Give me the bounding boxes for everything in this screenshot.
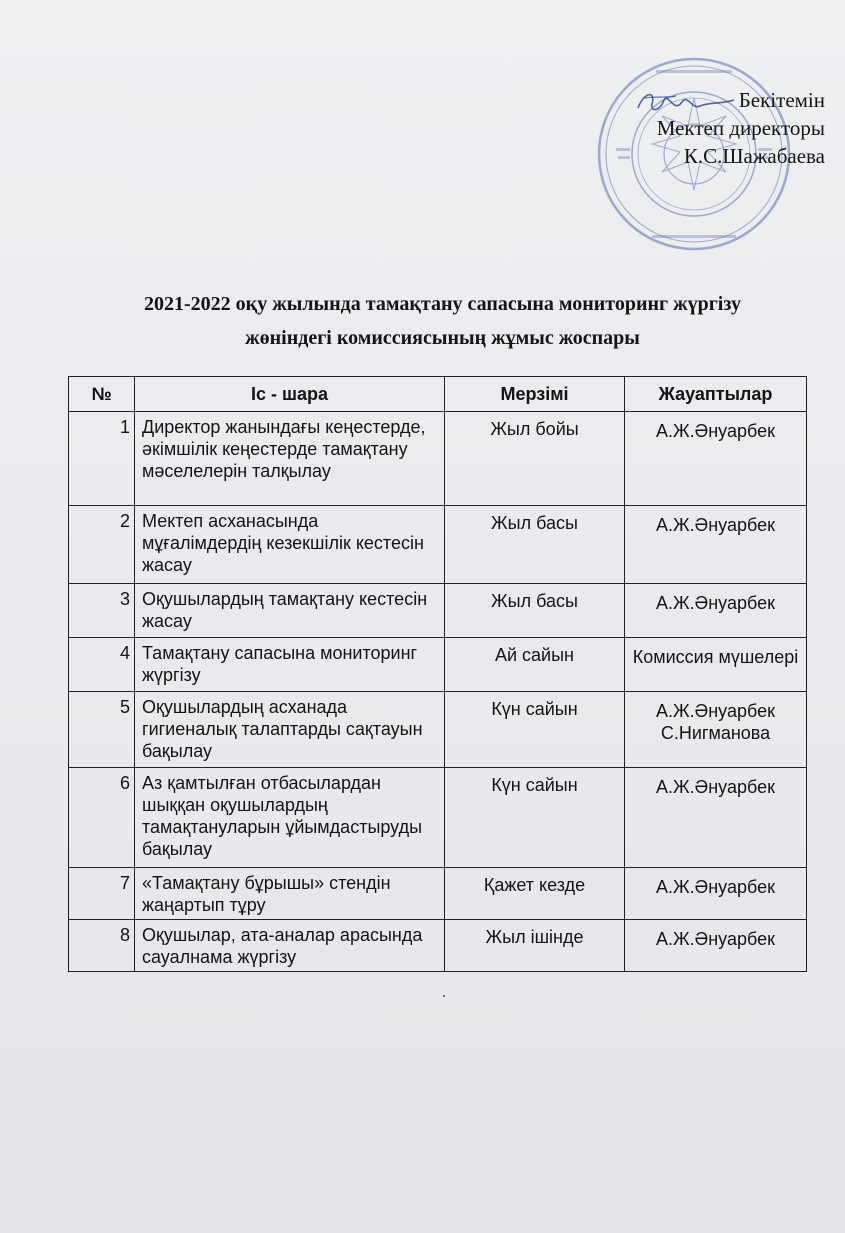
row-deadline: Жыл басы — [445, 506, 625, 584]
table-row — [69, 584, 807, 638]
row-responsible: А.Ж.Әнуарбек — [625, 412, 807, 506]
table-row — [69, 692, 807, 768]
row-event: Мектеп асханасында мұғалімдердің кезекшілік кестесін жасау — [135, 506, 445, 584]
row-responsible: Комиссия мүшелері — [625, 638, 807, 692]
row-number: 2 — [69, 506, 135, 584]
header-responsible: Жауаптылар — [625, 377, 807, 412]
title-line-2: жөніндегі комиссиясының жұмыс жоспары — [245, 327, 640, 349]
row-event: «Тамақтану бұрышы» стендін жаңартып тұру — [135, 868, 445, 920]
title-line-1: 2021-2022 оқу жылында тамақтану сапасына мониторинг жүргізу — [144, 293, 741, 315]
row-responsible: А.Ж.Әнуарбек — [625, 506, 807, 584]
row-responsible: А.Ж.Әнуарбек — [625, 920, 807, 972]
work-plan-table — [68, 376, 807, 972]
row-event: Оқушылардың асханада гигиеналық талаптарды сақтауын бақылау — [135, 692, 445, 768]
table-header-row — [69, 377, 807, 412]
row-number: 1 — [69, 412, 135, 506]
row-number: 5 — [69, 692, 135, 768]
table-row — [69, 868, 807, 920]
row-deadline: Қажет кезде — [445, 868, 625, 920]
approval-block — [610, 86, 825, 170]
row-number: 3 — [69, 584, 135, 638]
table-row — [69, 506, 807, 584]
row-responsible: А.Ж.Әнуарбек С.Нигманова — [625, 692, 807, 768]
row-number: 7 — [69, 868, 135, 920]
row-number: 8 — [69, 920, 135, 972]
approval-line-name: К.С.Шажабаева — [683, 144, 825, 168]
row-deadline: Жыл бойы — [445, 412, 625, 506]
row-event: Директор жанындағы кеңестерде, әкімшілік кеңестерде тамақтану мәселелерін талқылау — [135, 412, 445, 506]
header-event: Іс - шара — [135, 377, 445, 412]
table-row — [69, 920, 807, 972]
row-event: Оқушылар, ата-аналар арасында сауалнама жүргізу — [135, 920, 445, 972]
row-number: 4 — [69, 638, 135, 692]
header-deadline: Мерзімі — [445, 377, 625, 412]
row-deadline: Жыл ішінде — [445, 920, 625, 972]
row-responsible: А.Ж.Әнуарбек — [625, 868, 807, 920]
row-deadline: Ай сайын — [445, 638, 625, 692]
header-number: № — [69, 377, 135, 412]
row-deadline: Күн сайын — [445, 692, 625, 768]
table-row — [69, 412, 807, 506]
row-number: 6 — [69, 768, 135, 868]
row-deadline: Күн сайын — [445, 768, 625, 868]
row-responsible: А.Ж.Әнуарбек — [625, 584, 807, 638]
row-responsible: А.Ж.Әнуарбек — [625, 768, 807, 868]
document-title — [40, 287, 845, 355]
row-event: Аз қамтылған отбасылардан шыққан оқушылардың тамақтануларын ұйымдастыруды бақылау — [135, 768, 445, 868]
approval-line-position: Мектеп директоры — [656, 116, 825, 140]
table-row — [69, 638, 807, 692]
paper-speck — [443, 995, 445, 997]
table-row — [69, 768, 807, 868]
row-event: Оқушылардың тамақтану кестесін жасау — [135, 584, 445, 638]
row-event: Тамақтану сапасына мониторинг жүргізу — [135, 638, 445, 692]
approval-line-approve: Бекітемін — [738, 88, 825, 112]
row-deadline: Жыл басы — [445, 584, 625, 638]
